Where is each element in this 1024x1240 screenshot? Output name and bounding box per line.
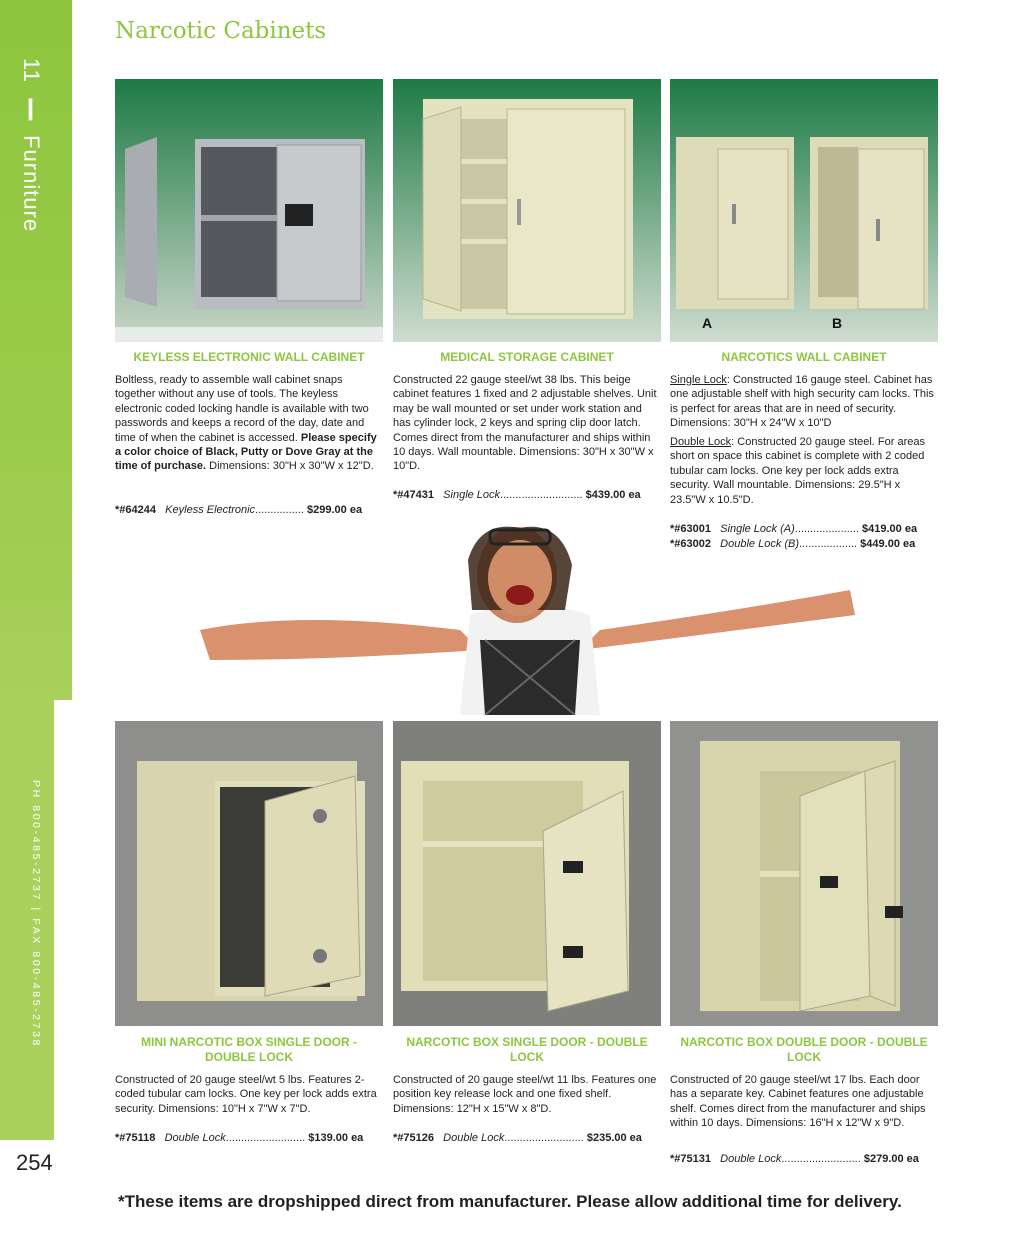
sku-number: *#47431 bbox=[393, 489, 434, 501]
sku-number: *#63001 bbox=[670, 523, 711, 535]
product-description-mini-box: Constructed of 20 gauge steel/wt 5 lbs. Features 2-coded tubular cam locks. One key per lock adds extra security. Dimensions: 10"H x 7"W x 7"D. bbox=[115, 1074, 377, 1115]
sku-item: Double Lock (B) bbox=[720, 538, 800, 550]
sku-item: Single Lock bbox=[443, 489, 501, 501]
sku-number: *#75131 bbox=[670, 1153, 711, 1165]
description-dimensions: Dimensions: 30"H x 30"W x 12"D. bbox=[209, 460, 374, 473]
single-lock-text: : Constructed 16 gauge steel. Cabinet has one adjustable shelf with high security cam locks. This is perfect for areas that are in need of security. Dimensions: 30"H x 24"W x 10"D bbox=[670, 374, 934, 430]
sku-line-keyless: *#64244 Keyless Electronic................ $299.00 ea bbox=[115, 504, 363, 516]
description-bold-note: Please specify a color choice of Black, Putty or Dove Gray at the time of purchase. bbox=[115, 431, 377, 473]
sku-price: $299.00 ea bbox=[307, 504, 363, 516]
product-title-narcotics-wall: NARCOTICS WALL CABINET bbox=[721, 350, 887, 364]
page-title: Narcotic Cabinets bbox=[115, 18, 327, 44]
sku-line-single-box: *#75126 Double Lock.......................... $235.00 ea bbox=[393, 1132, 642, 1144]
product-title-medical: MEDICAL STORAGE CABINET bbox=[440, 350, 614, 364]
sku-item: Keyless Electronic bbox=[165, 504, 256, 516]
girl-outstretched-arms-photo bbox=[180, 520, 870, 715]
sku-number: *#75118 bbox=[115, 1132, 156, 1144]
section-name: Furniture bbox=[19, 135, 44, 233]
sidebar-lower-band bbox=[0, 700, 54, 1140]
product-title-single-box: NARCOTIC BOX SINGLE DOOR - DOUBLE LOCK bbox=[406, 1035, 648, 1064]
sku-item: Single Lock (A) bbox=[720, 523, 795, 535]
contact-numbers: PH 800-485-2737 | FAX 800-485-2738 bbox=[30, 780, 42, 1049]
sku-line-single-a: *#63001 Single Lock (A)..................... $419.00 ea bbox=[670, 523, 918, 535]
narcotic-box-double-photo bbox=[670, 721, 938, 1026]
sku-line-mini-box: *#75118 Double Lock.......................... $139.00 ea bbox=[115, 1132, 364, 1144]
sku-line-medical: *#47431 Single Lock........................... $439.00 ea bbox=[393, 489, 641, 501]
sku-item: Double Lock bbox=[443, 1132, 505, 1144]
medical-cabinet-photo bbox=[393, 79, 661, 342]
section-divider: ❙ bbox=[19, 95, 44, 122]
product-title-double-box: NARCOTIC BOX DOUBLE DOOR - DOUBLE LOCK bbox=[680, 1035, 928, 1064]
narcotic-box-single-photo bbox=[393, 721, 661, 1026]
sku-price: $439.00 ea bbox=[585, 489, 641, 501]
sku-line-double-b: *#63002 Double Lock (B)................... $449.00 ea bbox=[670, 538, 916, 550]
dropship-footer-note: *These items are dropshipped direct from manufacturer. Please allow additional time for delivery. bbox=[118, 1192, 902, 1211]
sku-number: *#75126 bbox=[393, 1132, 434, 1144]
sku-item: Double Lock bbox=[164, 1132, 226, 1144]
product-title-mini-box: MINI NARCOTIC BOX SINGLE DOOR - DOUBLE LOCK bbox=[141, 1035, 357, 1064]
sku-number: *#64244 bbox=[115, 504, 156, 516]
section-number: 11 bbox=[19, 58, 44, 83]
description-text: Boltless, ready to assemble wall cabinet snaps together without any use of tools. The keyless electronic coded locking handle is available with two passwords and keeps a record of the day, date and time of when the cabinet is accessed. bbox=[115, 374, 369, 444]
double-lock-text: : Constructed 20 gauge steel. For areas short on space this cabinet is complete with 2 coded tubular cam locks. One key per lock adds extra security. Wall mountable. Dimensions: 29.5"H x 23.5"W x 10.5"D. bbox=[670, 436, 925, 506]
product-title-keyless: KEYLESS ELECTRONIC WALL CABINET bbox=[133, 350, 365, 364]
cabinet-label-a: A bbox=[702, 315, 713, 331]
sidebar bbox=[0, 0, 72, 1240]
section-label bbox=[18, 58, 44, 232]
double-lock-heading: Double Lock bbox=[670, 436, 732, 448]
narcotics-wall-cabinet-photo bbox=[670, 79, 938, 342]
sku-price: $419.00 ea bbox=[862, 523, 918, 535]
sku-item: Double Lock bbox=[720, 1153, 782, 1165]
product-description-double bbox=[670, 435, 938, 507]
product-description-single bbox=[670, 373, 938, 431]
cabinet-label-b: B bbox=[832, 315, 843, 331]
sku-price: $235.00 ea bbox=[586, 1132, 642, 1144]
page-number: 254 bbox=[16, 1150, 53, 1175]
single-lock-heading: Single Lock bbox=[670, 374, 727, 386]
sku-price: $279.00 ea bbox=[863, 1153, 919, 1165]
product-description-single-box: Constructed of 20 gauge steel/wt 11 lbs. Features one position key release lock and one fixed shelf. Dimensions: 12"H x 15"W x 8"D. bbox=[393, 1074, 657, 1115]
mini-narcotic-box-photo bbox=[115, 721, 383, 1026]
sku-price: $449.00 ea bbox=[860, 538, 916, 550]
product-description-keyless bbox=[115, 373, 383, 474]
product-description-double-box: Constructed of 20 gauge steel/wt 17 lbs. Each door has a separate key. Cabinet features one adjustable shelf. Comes direct from the manufacturer and ships within 10 days. Dimensions: 16"H x 12"W x 9"D. bbox=[670, 1074, 926, 1130]
sku-line-double-box: *#75131 Double Lock.......................... $279.00 ea bbox=[670, 1153, 919, 1165]
product-description-medical: Constructed 22 gauge steel/wt 38 lbs. This beige cabinet features 1 fixed and 2 adjustable shelves. Unit may be wall mounted or set under work station and has cylinder lock, 2 keys and spring clip door latch. Comes direct from the manufacturer and ships within 10 days. Wall mountable. Dimensions: 30"H x 30"W x 10"D. bbox=[393, 374, 657, 473]
sku-price: $139.00 ea bbox=[308, 1132, 364, 1144]
keyless-cabinet-photo bbox=[115, 79, 383, 342]
sku-number: *#63002 bbox=[670, 538, 711, 550]
